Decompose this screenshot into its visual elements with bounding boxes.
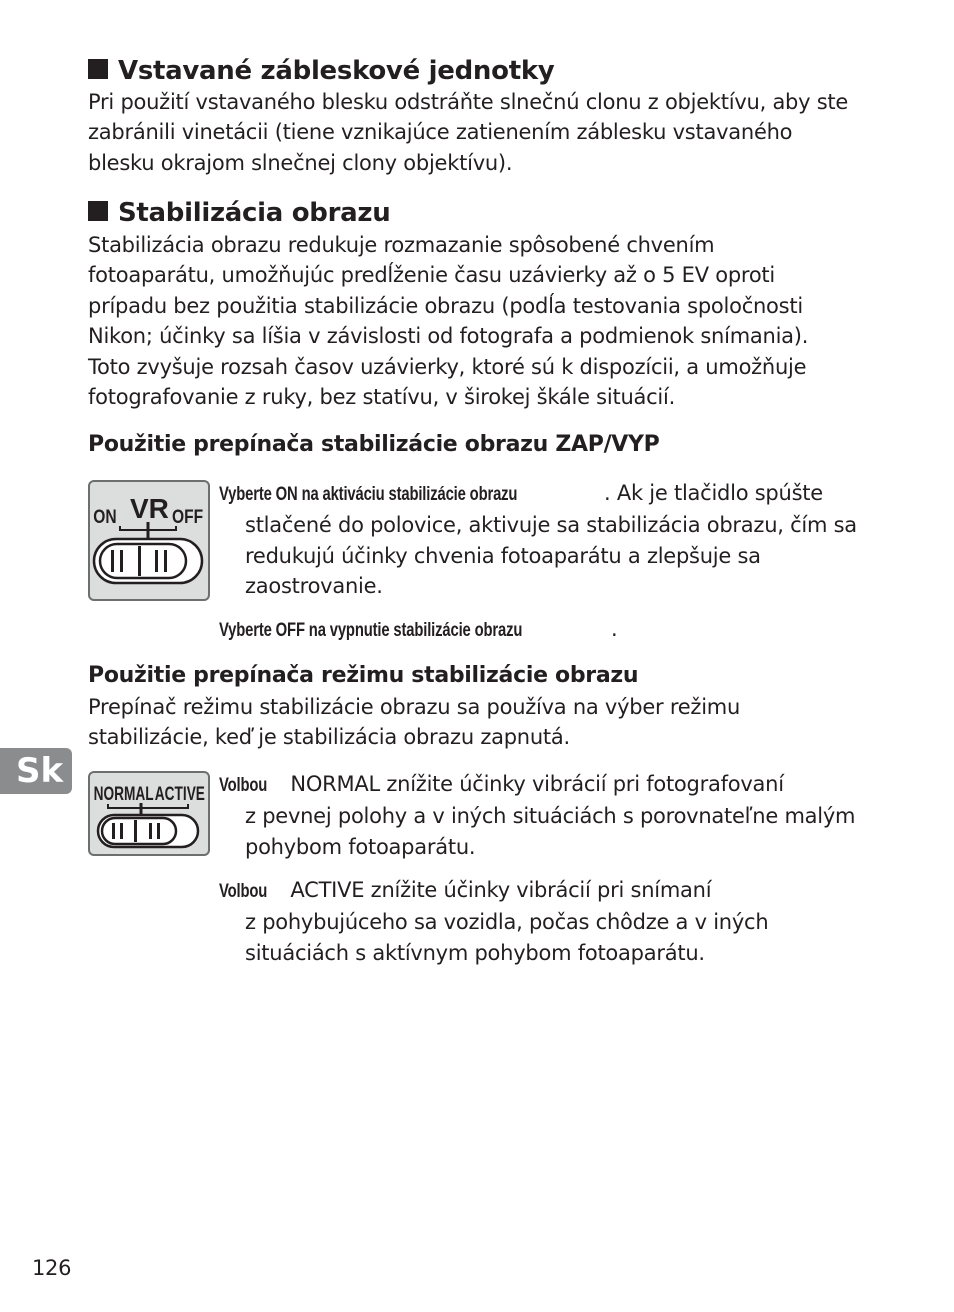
onoff-item-off: Vyberte OFF na vypnutie stabilizácie obrazu .	[219, 617, 618, 641]
language-tab: Sk	[0, 748, 72, 794]
square-bullet-icon	[88, 201, 108, 221]
switch-label-normal: NORMAL	[93, 782, 154, 805]
vr-mode-switch-illustration	[88, 771, 210, 856]
switch-label-vr: VR	[130, 493, 169, 524]
section-title-flash: Vstavané zábleskové jednotky	[88, 56, 554, 86]
mode-paragraph: Prepínač režimu stabilizácie obrazu sa používa na výber režimu stabilizácie, keď je stabilizácia obrazu zapnutá.	[88, 695, 741, 750]
vr-onoff-switch-illustration	[88, 480, 210, 601]
flash-paragraph: Pri použití vstavaného blesku odstráňte slnečnú clonu z objektívu, aby ste zabránili vinetácii (tiene vznikajúce zatienením záblesku vstavaného blesku okrajom slnečnej clony objektívu).	[88, 90, 849, 175]
switch-label-on: ON	[93, 505, 117, 528]
switch-label-off: OFF	[172, 505, 204, 528]
section-title-vr: Stabilizácia obrazu	[88, 198, 390, 228]
page-number: 126	[32, 1256, 72, 1280]
vr-switch-icon	[90, 482, 208, 599]
square-bullet-icon	[88, 59, 108, 79]
onoff-heading: Použitie prepínača stabilizácie obrazu ZAP/VYP	[88, 432, 660, 457]
switch-label-active: ACTIVE	[154, 782, 205, 805]
vr-paragraph: Stabilizácia obrazu redukuje rozmazanie spôsobené chvením fotoaparátu, umožňujúc predĺženie času uzávierky až o 5 EV oproti prípadu bez použitia stabilizácie obrazu (podĺa testovania spoločnosti Nikon; účinky sa líšia v závislosti od fotografa a podmienok snímania). Toto zvyšuje rozsah časov uzávierky, ktoré sú k dispozícii, a umožňuje fotografovanie z ruky, bez statívu, v širokej škále situácií.	[88, 233, 809, 410]
mode-heading: Použitie prepínača režimu stabilizácie obrazu	[88, 663, 639, 688]
mode-item-normal: Volbou NORMAL znížite účinky vibrácií pri fotografovaní z pevnej polohy a v iných situáciách s porovnateľne malým pohybom fotoaparátu.	[219, 772, 856, 859]
onoff-item-on: Vyberte ON na aktiváciu stabilizácie obrazu . Ak je tlačidlo spúšte stlačené do polovice, aktivuje sa stabilizácia obrazu, čím sa redukujú účinky chvenia fotoaparátu a zlepšuje sa zaostrovanie.	[219, 481, 857, 599]
mode-item-active: Volbou ACTIVE znížite účinky vibrácií pri snímaní z pohybujúceho sa vozidla, počas chôdze a v iných situáciách s aktívnym pohybom fotoaparátu.	[219, 878, 769, 965]
mode-switch-icon	[90, 773, 208, 854]
